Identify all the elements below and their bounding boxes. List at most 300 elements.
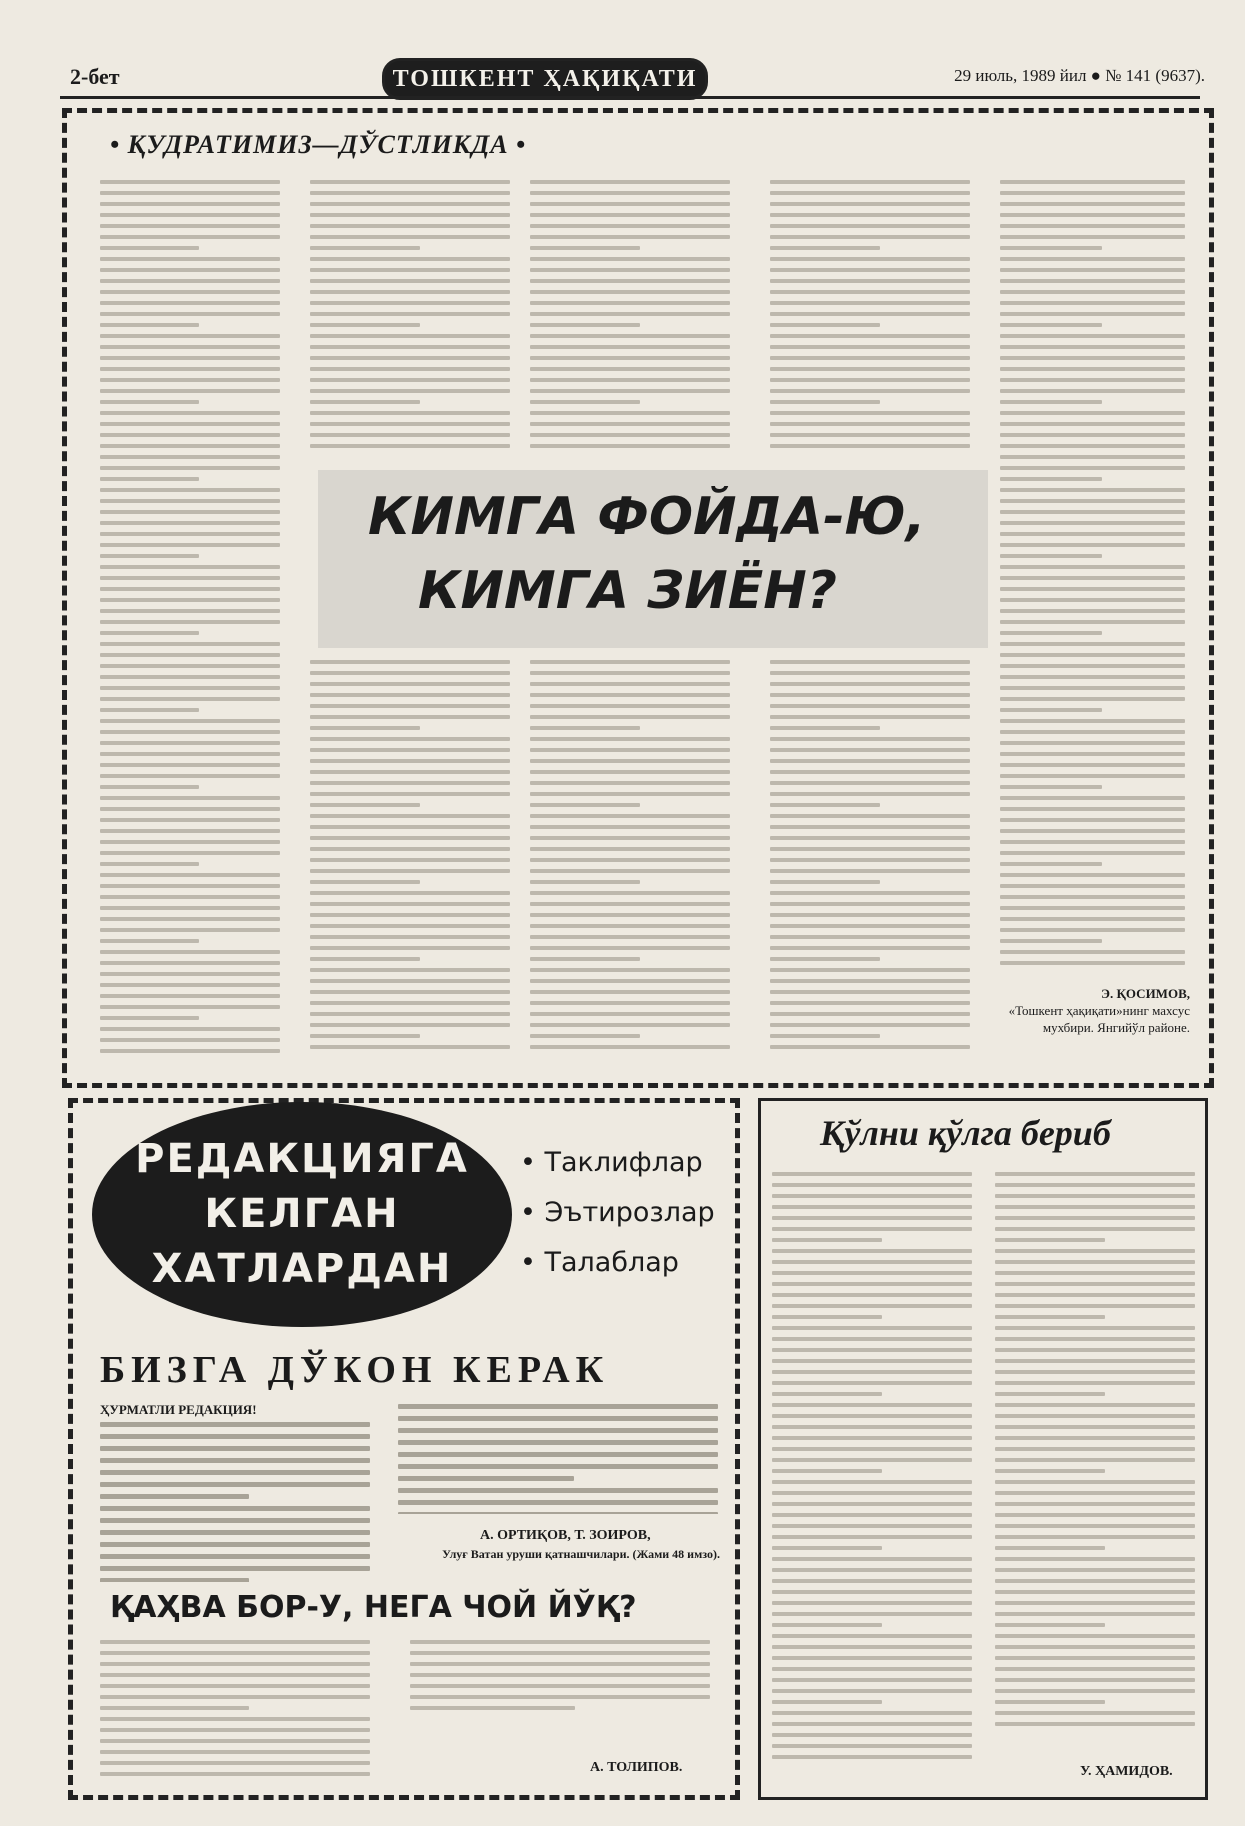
text-line-placeholder — [100, 290, 280, 294]
text-line-placeholder — [100, 906, 280, 910]
text-line-placeholder — [772, 1216, 972, 1220]
text-line-placeholder — [100, 1640, 370, 1644]
text-line-placeholder — [100, 983, 280, 987]
text-line-placeholder — [770, 191, 970, 195]
text-line-placeholder — [398, 1488, 718, 1493]
text-line-placeholder — [100, 246, 199, 250]
text-line-placeholder — [1000, 862, 1102, 866]
text-line-placeholder — [995, 1480, 1195, 1484]
text-line-placeholder — [100, 1673, 370, 1677]
text-line-placeholder — [770, 935, 970, 939]
text-line-placeholder — [530, 748, 730, 752]
text-line-placeholder — [1000, 807, 1185, 811]
text-line-placeholder — [1000, 697, 1185, 701]
text-line-placeholder — [772, 1414, 972, 1418]
text-line-placeholder — [310, 803, 420, 807]
text-line-placeholder — [310, 847, 510, 851]
text-line-placeholder — [772, 1634, 972, 1638]
text-line-placeholder — [100, 730, 280, 734]
text-line-placeholder — [772, 1623, 882, 1627]
text-line-placeholder — [310, 1034, 420, 1038]
text-line-placeholder — [100, 1542, 370, 1547]
text-line-placeholder — [530, 1023, 730, 1027]
text-line-placeholder — [770, 213, 970, 217]
text-line-placeholder — [100, 587, 280, 591]
text-line-placeholder — [310, 235, 510, 239]
text-line-placeholder — [1000, 851, 1185, 855]
text-line-placeholder — [770, 422, 970, 426]
text-line-placeholder — [310, 301, 510, 305]
text-line-placeholder — [530, 356, 730, 360]
text-line-placeholder — [310, 814, 510, 818]
text-line-placeholder — [1000, 961, 1185, 965]
text-line-placeholder — [1000, 323, 1102, 327]
text-line-placeholder — [995, 1469, 1105, 1473]
text-line-placeholder — [310, 290, 510, 294]
headline-line-1: КИМГА ФОЙДА-Ю, — [368, 487, 926, 547]
text-line-placeholder — [310, 345, 510, 349]
text-line-placeholder — [995, 1667, 1195, 1671]
text-line-placeholder — [100, 884, 280, 888]
text-line-placeholder — [530, 825, 730, 829]
article-text-column-5 — [1000, 180, 1185, 980]
text-line-placeholder — [530, 946, 730, 950]
text-line-placeholder — [398, 1440, 718, 1445]
letter1-signature-note: Улуғ Ватан уруши қатнашчилари. (Жами 48 имзо). — [442, 1547, 720, 1561]
text-line-placeholder — [310, 1012, 510, 1016]
text-line-placeholder — [310, 224, 510, 228]
text-line-placeholder — [100, 1554, 370, 1559]
text-line-placeholder — [410, 1640, 710, 1644]
text-line-placeholder — [772, 1205, 972, 1209]
text-line-placeholder — [1000, 477, 1102, 481]
text-line-placeholder — [310, 748, 510, 752]
text-line-placeholder — [100, 631, 199, 635]
text-line-placeholder — [772, 1436, 972, 1440]
text-line-placeholder — [530, 433, 730, 437]
text-line-placeholder — [772, 1491, 972, 1495]
text-line-placeholder — [100, 1750, 370, 1754]
text-line-placeholder — [530, 389, 730, 393]
text-line-placeholder — [770, 246, 880, 250]
text-line-placeholder — [310, 792, 510, 796]
text-line-placeholder — [770, 1023, 970, 1027]
text-line-placeholder — [1000, 532, 1185, 536]
text-line-placeholder — [770, 836, 970, 840]
text-line-placeholder — [100, 873, 280, 877]
text-line-placeholder — [100, 774, 280, 778]
text-line-placeholder — [310, 902, 510, 906]
text-line-placeholder — [1000, 730, 1185, 734]
text-line-placeholder — [398, 1500, 718, 1505]
text-line-placeholder — [995, 1656, 1195, 1660]
text-line-placeholder — [770, 946, 970, 950]
bullet-label: Талаблар — [544, 1247, 679, 1278]
text-line-placeholder — [772, 1447, 972, 1451]
text-line-placeholder — [770, 1045, 970, 1049]
text-line-placeholder — [398, 1452, 718, 1457]
text-line-placeholder — [100, 950, 280, 954]
text-line-placeholder — [310, 704, 510, 708]
text-line-placeholder — [100, 1695, 370, 1699]
text-line-placeholder — [410, 1662, 710, 1666]
text-line-placeholder — [1000, 411, 1185, 415]
bullet-item: • Талаблар — [520, 1247, 679, 1278]
text-line-placeholder — [530, 902, 730, 906]
text-line-placeholder — [100, 620, 280, 624]
text-line-placeholder — [1000, 213, 1185, 217]
text-line-placeholder — [772, 1755, 972, 1759]
text-line-placeholder — [995, 1271, 1195, 1275]
text-line-placeholder — [770, 770, 970, 774]
text-line-placeholder — [770, 880, 880, 884]
text-line-placeholder — [530, 726, 640, 730]
text-line-placeholder — [310, 422, 510, 426]
text-line-placeholder — [100, 664, 280, 668]
text-line-placeholder — [530, 444, 730, 448]
text-line-placeholder — [772, 1194, 972, 1198]
text-line-placeholder — [770, 257, 970, 261]
text-line-placeholder — [772, 1348, 972, 1352]
text-line-placeholder — [772, 1227, 972, 1231]
text-line-placeholder — [530, 671, 730, 675]
text-line-placeholder — [530, 191, 730, 195]
text-line-placeholder — [310, 946, 510, 950]
text-line-placeholder — [100, 1038, 280, 1042]
text-line-placeholder — [770, 781, 970, 785]
text-line-placeholder — [770, 737, 970, 741]
text-line-placeholder — [995, 1546, 1105, 1550]
text-line-placeholder — [995, 1590, 1195, 1594]
text-line-placeholder — [770, 847, 970, 851]
text-line-placeholder — [995, 1557, 1195, 1561]
text-line-placeholder — [530, 704, 730, 708]
text-line-placeholder — [530, 968, 730, 972]
text-line-placeholder — [995, 1337, 1195, 1341]
text-line-placeholder — [772, 1579, 972, 1583]
text-line-placeholder — [995, 1535, 1195, 1539]
text-line-placeholder — [772, 1359, 972, 1363]
text-line-placeholder — [530, 858, 730, 862]
text-line-placeholder — [1000, 653, 1185, 657]
text-line-placeholder — [1000, 367, 1185, 371]
text-line-placeholder — [310, 323, 420, 327]
oval-line-3: ХАТЛАРДАН — [151, 1246, 453, 1292]
text-line-placeholder — [770, 704, 970, 708]
text-line-placeholder — [100, 279, 280, 283]
text-line-placeholder — [995, 1612, 1195, 1616]
text-line-placeholder — [530, 1045, 730, 1049]
text-line-placeholder — [100, 840, 280, 844]
text-line-placeholder — [770, 389, 970, 393]
text-line-placeholder — [995, 1678, 1195, 1682]
text-line-placeholder — [100, 268, 280, 272]
text-line-placeholder — [310, 312, 510, 316]
text-line-placeholder — [530, 400, 640, 404]
text-line-placeholder — [770, 693, 970, 697]
text-line-placeholder — [770, 671, 970, 675]
text-line-placeholder — [772, 1304, 972, 1308]
text-line-placeholder — [100, 444, 280, 448]
text-line-placeholder — [100, 642, 280, 646]
letter1-text-column-1 — [100, 1422, 370, 1582]
text-line-placeholder — [100, 191, 280, 195]
article-text-column-2 — [310, 180, 510, 460]
text-line-placeholder — [772, 1480, 972, 1484]
text-line-placeholder — [1000, 631, 1102, 635]
headline-line-2: КИМГА ЗИЁН? — [418, 561, 837, 621]
text-line-placeholder — [770, 367, 970, 371]
right-text-column-2 — [995, 1172, 1195, 1742]
text-line-placeholder — [100, 807, 280, 811]
text-line-placeholder — [772, 1502, 972, 1506]
text-line-placeholder — [310, 957, 420, 961]
text-line-placeholder — [770, 968, 970, 972]
text-line-placeholder — [770, 858, 970, 862]
text-line-placeholder — [772, 1535, 972, 1539]
text-line-placeholder — [310, 1023, 510, 1027]
text-line-placeholder — [100, 477, 199, 481]
letter1-salutation: ҲУРМАТЛИ РЕДАКЦИЯ! — [100, 1402, 257, 1417]
text-line-placeholder — [100, 224, 280, 228]
text-line-placeholder — [995, 1172, 1195, 1176]
text-line-placeholder — [770, 180, 970, 184]
text-line-placeholder — [1000, 576, 1185, 580]
text-line-placeholder — [770, 433, 970, 437]
text-line-placeholder — [100, 862, 199, 866]
text-line-placeholder — [772, 1678, 972, 1682]
text-line-placeholder — [398, 1428, 718, 1433]
text-line-placeholder — [995, 1315, 1105, 1319]
text-line-placeholder — [772, 1392, 882, 1396]
text-line-placeholder — [770, 400, 880, 404]
text-line-placeholder — [772, 1326, 972, 1330]
text-line-placeholder — [530, 836, 730, 840]
text-line-placeholder — [310, 213, 510, 217]
text-line-placeholder — [772, 1590, 972, 1594]
text-line-placeholder — [1000, 378, 1185, 382]
text-line-placeholder — [1000, 752, 1185, 756]
text-line-placeholder — [310, 693, 510, 697]
text-line-placeholder — [770, 814, 970, 818]
letter2-text-column-2 — [410, 1640, 710, 1725]
text-line-placeholder — [100, 422, 280, 426]
text-line-placeholder — [1000, 763, 1185, 767]
text-line-placeholder — [995, 1513, 1195, 1517]
text-line-placeholder — [1000, 235, 1185, 239]
text-line-placeholder — [770, 235, 970, 239]
text-line-placeholder — [100, 1518, 370, 1523]
text-line-placeholder — [100, 1482, 370, 1487]
text-line-placeholder — [100, 1530, 370, 1535]
text-line-placeholder — [530, 180, 730, 184]
text-line-placeholder — [100, 488, 280, 492]
text-line-placeholder — [1000, 950, 1185, 954]
text-line-placeholder — [530, 869, 730, 873]
text-line-placeholder — [1000, 554, 1102, 558]
text-line-placeholder — [770, 356, 970, 360]
text-line-placeholder — [100, 785, 199, 789]
text-line-placeholder — [310, 1045, 510, 1049]
text-line-placeholder — [995, 1216, 1195, 1220]
text-line-placeholder — [1000, 840, 1185, 844]
text-line-placeholder — [100, 1578, 249, 1582]
text-line-placeholder — [770, 202, 970, 206]
text-line-placeholder — [530, 323, 640, 327]
text-line-placeholder — [530, 367, 730, 371]
text-line-placeholder — [100, 499, 280, 503]
text-line-placeholder — [1000, 224, 1185, 228]
text-line-placeholder — [1000, 895, 1185, 899]
text-line-placeholder — [310, 968, 510, 972]
text-line-placeholder — [772, 1315, 882, 1319]
text-line-placeholder — [1000, 246, 1102, 250]
text-line-placeholder — [310, 1001, 510, 1005]
text-line-placeholder — [770, 869, 970, 873]
text-line-placeholder — [1000, 268, 1185, 272]
text-line-placeholder — [1000, 917, 1185, 921]
text-line-placeholder — [770, 715, 970, 719]
text-line-placeholder — [310, 726, 420, 730]
letter2-signature: А. ТОЛИПОВ. — [590, 1760, 683, 1775]
text-line-placeholder — [530, 935, 730, 939]
text-line-placeholder — [770, 1034, 880, 1038]
signature-role: «Тошкент ҳақиқати»нинг махсус мухбири. Янгийўл районе. — [1008, 1003, 1190, 1035]
text-line-placeholder — [772, 1733, 972, 1737]
text-line-placeholder — [310, 389, 510, 393]
text-line-placeholder — [995, 1689, 1195, 1693]
text-line-placeholder — [1000, 433, 1185, 437]
text-line-placeholder — [100, 576, 280, 580]
text-line-placeholder — [772, 1557, 972, 1561]
text-line-placeholder — [772, 1546, 882, 1550]
text-line-placeholder — [1000, 543, 1185, 547]
text-line-placeholder — [310, 660, 510, 664]
text-line-placeholder — [770, 759, 970, 763]
text-line-placeholder — [772, 1381, 972, 1385]
article-text-column-4b — [770, 660, 970, 1060]
text-line-placeholder — [100, 1470, 370, 1475]
text-line-placeholder — [1000, 598, 1185, 602]
text-line-placeholder — [310, 378, 510, 382]
text-line-placeholder — [1000, 675, 1185, 679]
text-line-placeholder — [410, 1706, 575, 1710]
text-line-placeholder — [995, 1414, 1195, 1418]
text-line-placeholder — [772, 1425, 972, 1429]
text-line-placeholder — [1000, 741, 1185, 745]
text-line-placeholder — [772, 1282, 972, 1286]
text-line-placeholder — [530, 411, 730, 415]
text-line-placeholder — [995, 1183, 1195, 1187]
text-line-placeholder — [995, 1447, 1195, 1451]
newspaper-masthead: ТОШКЕНТ ҲАҚИҚАТИ — [382, 58, 708, 100]
text-line-placeholder — [310, 367, 510, 371]
text-line-placeholder — [100, 356, 280, 360]
text-line-placeholder — [995, 1436, 1195, 1440]
text-line-placeholder — [1000, 389, 1185, 393]
text-line-placeholder — [310, 770, 510, 774]
text-line-placeholder — [530, 224, 730, 228]
text-line-placeholder — [770, 924, 970, 928]
text-line-placeholder — [770, 301, 970, 305]
text-line-placeholder — [310, 979, 510, 983]
text-line-placeholder — [1000, 466, 1185, 470]
text-line-placeholder — [1000, 191, 1185, 195]
text-line-placeholder — [530, 979, 730, 983]
text-line-placeholder — [1000, 422, 1185, 426]
bullet-label: Эътирозлар — [544, 1197, 715, 1228]
text-line-placeholder — [410, 1684, 710, 1688]
text-line-placeholder — [772, 1711, 972, 1715]
text-line-placeholder — [995, 1392, 1105, 1396]
letter2-title: ҚАҲВА БОР-У, НЕГА ЧОЙ ЙЎҚ? — [110, 1590, 637, 1625]
text-line-placeholder — [1000, 609, 1185, 613]
text-line-placeholder — [1000, 499, 1185, 503]
text-line-placeholder — [310, 759, 510, 763]
text-line-placeholder — [310, 202, 510, 206]
text-line-placeholder — [310, 246, 420, 250]
text-line-placeholder — [100, 400, 199, 404]
text-line-placeholder — [100, 378, 280, 382]
text-line-placeholder — [770, 290, 970, 294]
text-line-placeholder — [770, 334, 970, 338]
text-line-placeholder — [770, 268, 970, 272]
text-line-placeholder — [100, 961, 280, 965]
text-line-placeholder — [770, 748, 970, 752]
text-line-placeholder — [310, 858, 510, 862]
text-line-placeholder — [100, 708, 199, 712]
text-line-placeholder — [100, 334, 280, 338]
text-line-placeholder — [310, 191, 510, 195]
oval-line-2: КЕЛГАН — [204, 1191, 400, 1237]
text-line-placeholder — [1000, 356, 1185, 360]
text-line-placeholder — [995, 1491, 1195, 1495]
text-line-placeholder — [770, 323, 880, 327]
text-line-placeholder — [995, 1381, 1195, 1385]
article-text-column-3b — [530, 660, 730, 1060]
text-line-placeholder — [530, 279, 730, 283]
text-line-placeholder — [1000, 873, 1185, 877]
text-line-placeholder — [1000, 796, 1185, 800]
text-line-placeholder — [772, 1612, 972, 1616]
bullet-item: • Эътирозлар — [520, 1197, 715, 1228]
text-line-placeholder — [310, 869, 510, 873]
text-line-placeholder — [995, 1238, 1105, 1242]
text-line-placeholder — [1000, 312, 1185, 316]
text-line-placeholder — [772, 1667, 972, 1671]
text-line-placeholder — [100, 939, 199, 943]
text-line-placeholder — [100, 1739, 370, 1743]
text-line-placeholder — [530, 957, 640, 961]
text-line-placeholder — [995, 1370, 1195, 1374]
text-line-placeholder — [772, 1370, 972, 1374]
text-line-placeholder — [770, 957, 880, 961]
right-article-title: Қўлни қўлга бериб — [820, 1113, 1111, 1153]
text-line-placeholder — [995, 1205, 1195, 1209]
text-line-placeholder — [530, 1001, 730, 1005]
text-line-placeholder — [770, 1012, 970, 1016]
text-line-placeholder — [1000, 565, 1185, 569]
text-line-placeholder — [398, 1512, 718, 1514]
text-line-placeholder — [310, 411, 510, 415]
text-line-placeholder — [310, 990, 510, 994]
text-line-placeholder — [100, 1005, 280, 1009]
text-line-placeholder — [100, 565, 280, 569]
text-line-placeholder — [995, 1348, 1195, 1352]
article-signature — [990, 985, 1190, 1036]
text-line-placeholder — [530, 814, 730, 818]
text-line-placeholder — [770, 1001, 970, 1005]
